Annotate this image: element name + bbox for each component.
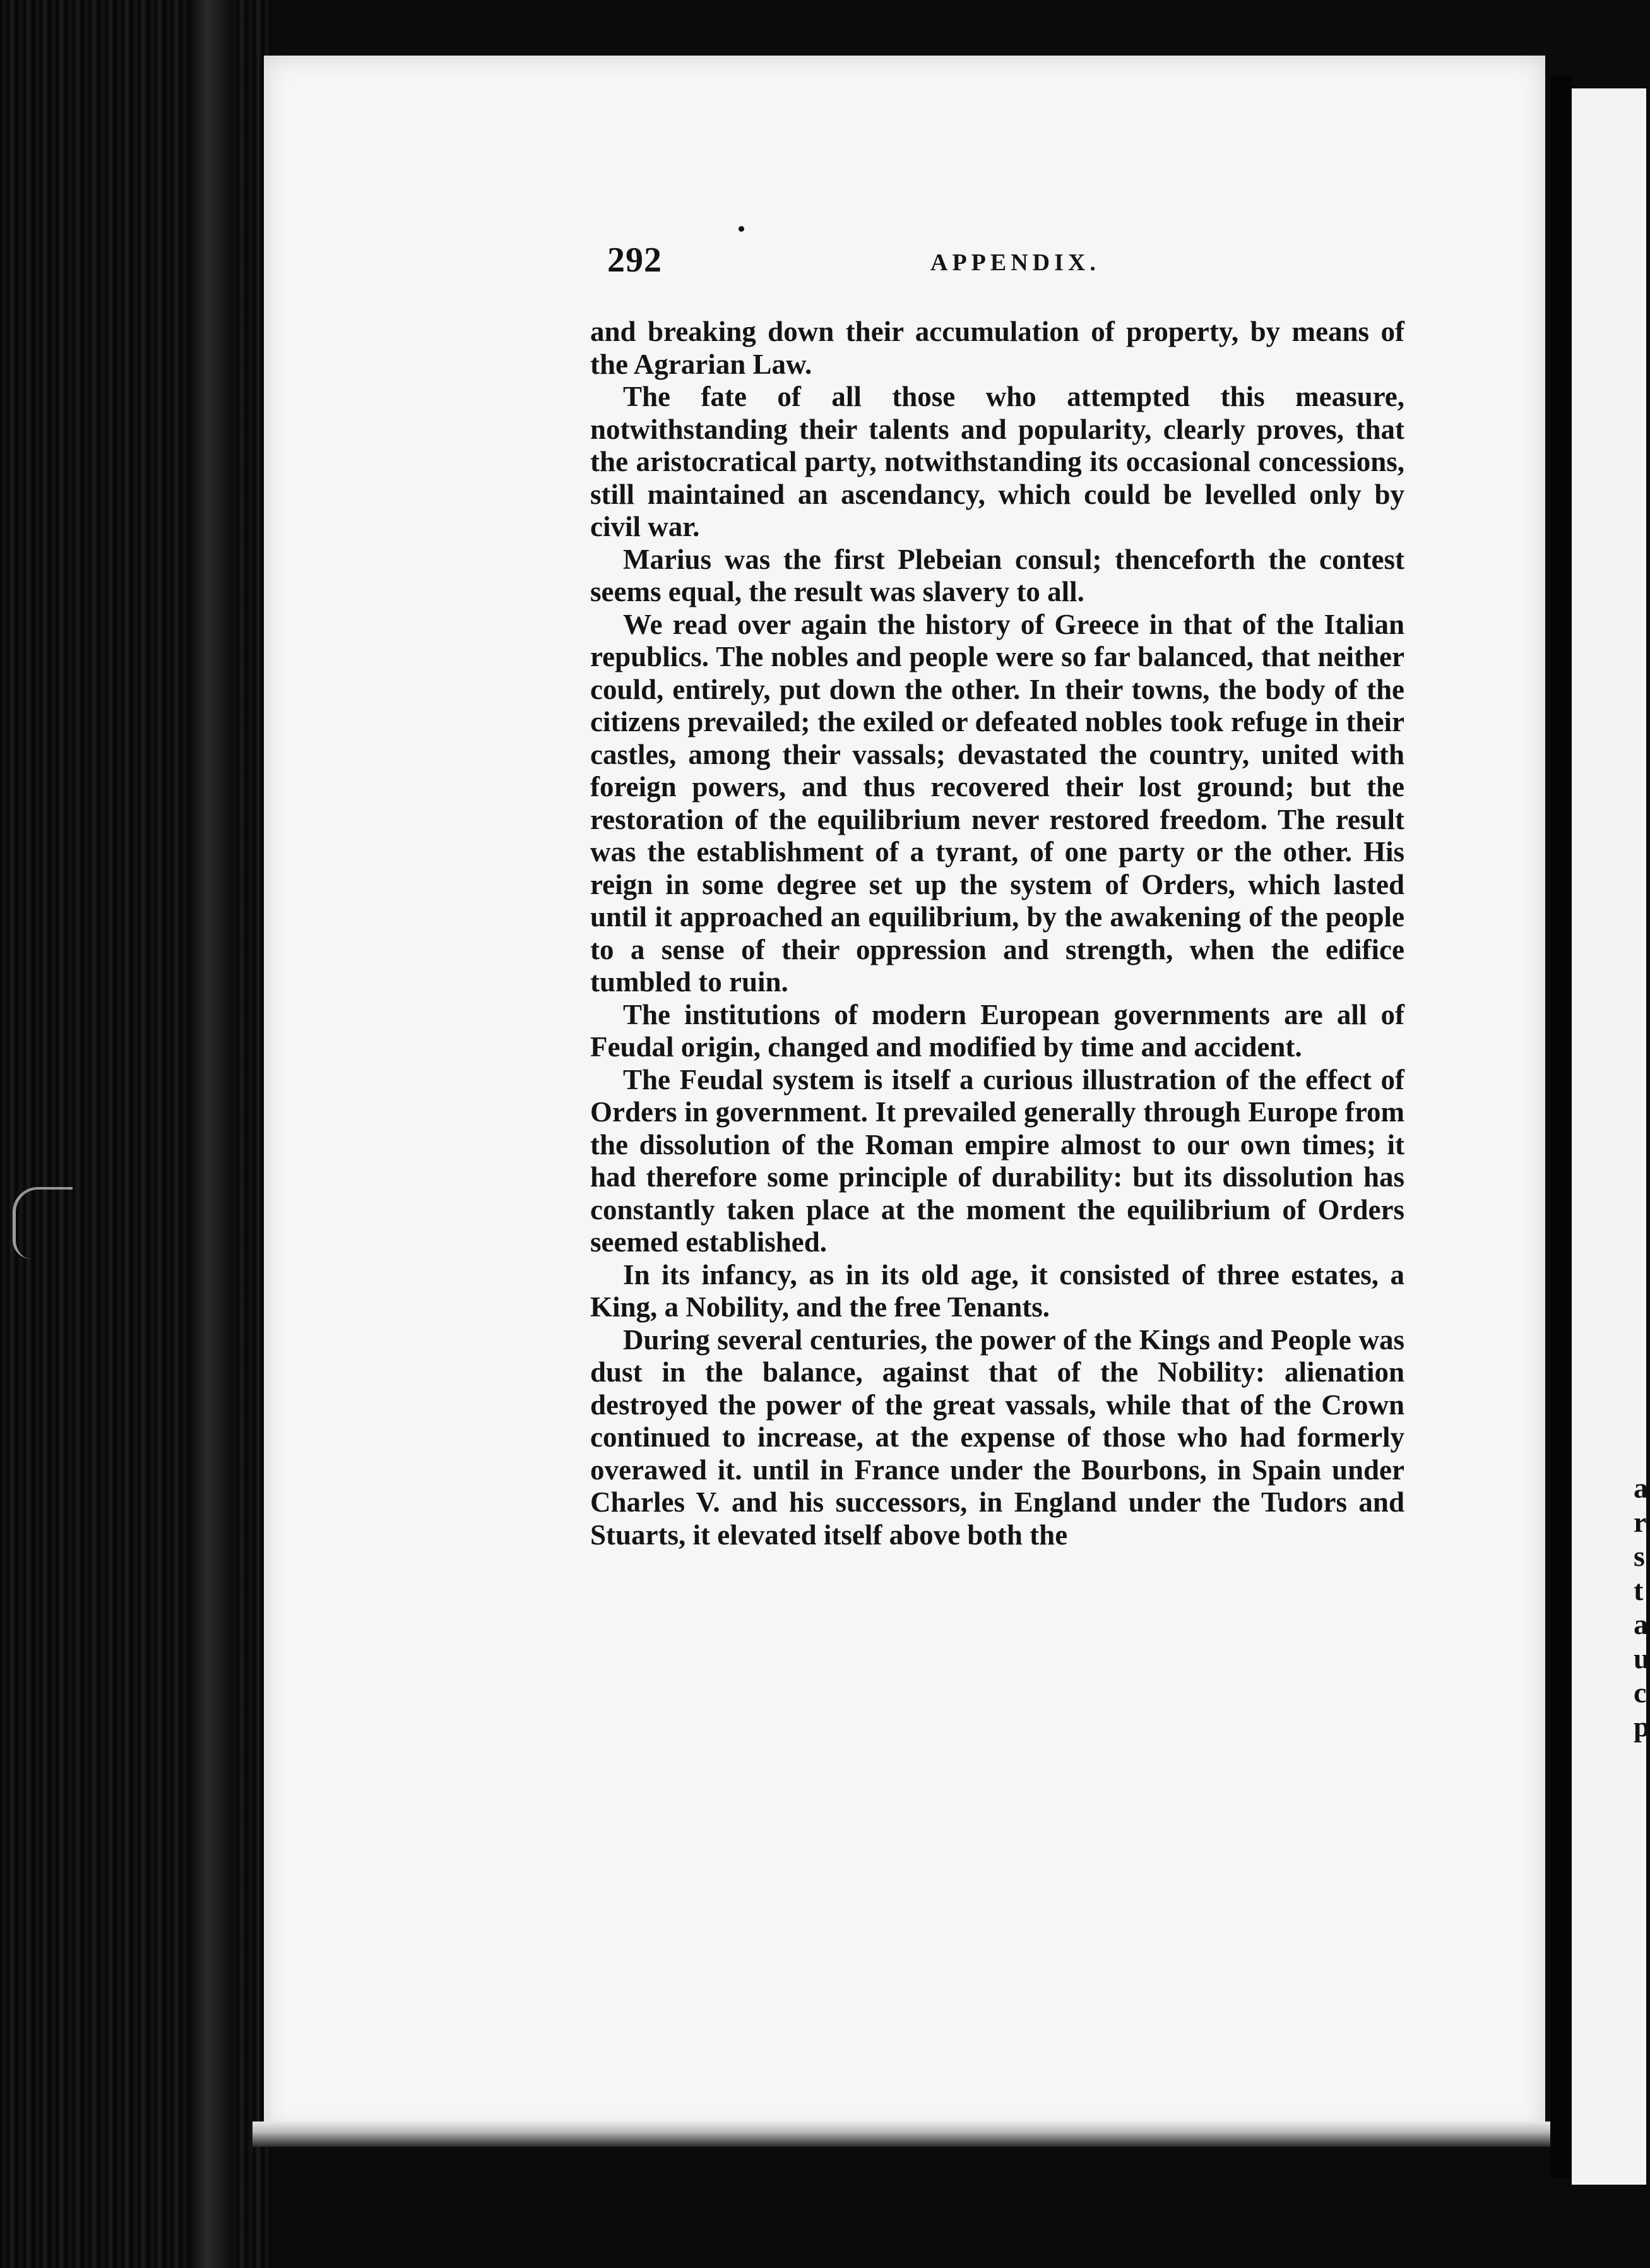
paragraph: In its infancy, as in its old age, it consisted of three estates, a King, a Nobility, and the free Tenants. xyxy=(590,1258,1404,1323)
page-gutter-divider xyxy=(1550,76,1572,2178)
fragment-letter: s xyxy=(1634,1540,1645,1572)
fragment-letter: t xyxy=(1634,1574,1644,1606)
paragraph: Marius was the first Plebeian consul; thenceforth the contest seems equal, the result was slavery to all. xyxy=(590,543,1404,607)
paragraph: The institutions of modern European governments are all of Feudal origin, changed and modified by time and accident. xyxy=(590,998,1404,1063)
paragraph: During several centuries, the power of the Kings and People was dust in the balance, against that of the Nobility: alienation destroyed the power of the great vassals, while that of the Crown continued to increase, at the expense of those who had formerly overawed it. until in France under the Bourbons, in Spain under Charles V. and his successors, in England under the Tudors and Stuarts, it elevated itself above both the xyxy=(590,1323,1404,1551)
page-bottom-edge xyxy=(252,2122,1565,2147)
paragraph: The Feudal system is itself a curious illustration of the effect of Orders in government. It prevailed generally through Europe from the dissolution of the Roman empire almost to our own times; it had therefore some principle of durability: but its dissolution has constantly taken place at the moment the equilibrium of Orders seemed established. xyxy=(590,1063,1404,1258)
fragment-letter: r xyxy=(1634,1506,1647,1538)
page-number: 292 xyxy=(607,241,662,280)
binding-stain xyxy=(13,1187,73,1259)
fragment-letter: a xyxy=(1634,1472,1648,1504)
fragment-letter: p xyxy=(1634,1710,1650,1743)
adjacent-page xyxy=(1572,88,1650,2185)
fragment-letter: c xyxy=(1634,1676,1647,1709)
adjacent-page-text-fragment xyxy=(1634,1471,1650,1744)
ink-speck xyxy=(739,226,744,232)
binding-shadow xyxy=(189,0,234,2268)
page-header xyxy=(607,240,1403,290)
running-head: APPENDIX. xyxy=(930,249,1100,276)
paragraph: The fate of all those who attempted this measure, notwithstanding their talents and popularity, clearly proves, that the aristocratical party, notwithstanding its occasional concessions, still maintained an ascendancy, which could be levelled only by civil war. xyxy=(590,381,1404,542)
paragraph: and breaking down their accumulation of property, by means of the Agrarian Law. xyxy=(590,316,1404,380)
body-text xyxy=(590,316,1404,1551)
fragment-letter: u xyxy=(1634,1642,1650,1674)
paragraph: We read over again the history of Greece in that of the Italian republics. The nobles and people were so far balanced, that neither could, entirely, put down the other. In their towns, the body of the citizens prevailed; the exiled or defeated nobles took refuge in their castles, among their vassals; devastated the country, united with foreign powers, and thus recovered their lost ground; but the restoration of the equilibrium never restored freedom. The result was the establishment of a tyrant, of one party or the other. His reign in some degree set up the system of Orders, which lasted until it approached an equilibrium, by the awakening of the people to a sense of their oppression and strength, when the edifice tumbled to ruin. xyxy=(590,608,1404,998)
fragment-letter: a xyxy=(1634,1608,1648,1640)
